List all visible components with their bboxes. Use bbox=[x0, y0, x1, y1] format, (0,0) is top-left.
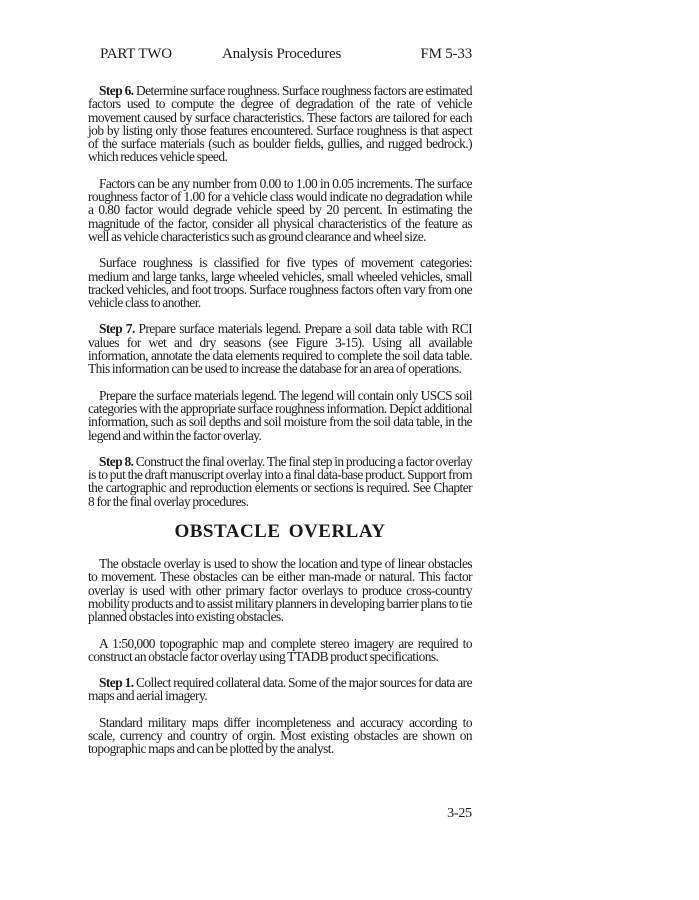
paragraph-map-requirement bbox=[88, 637, 472, 664]
paragraph-text: Factors can be any number from 0.00 to 1.00 in 0.05 increments. The surface roughness factor of 1.00 for a vehicle class would indicate no degradation while a 0.80 factor would degrade vehicle speed by 20 percent. In estimating the magnitude of the factor, consider all physical characteristics of the feature as well as vehicle characteristics such as ground clearance and wheel size. bbox=[88, 175, 472, 244]
step-label: Step 1. bbox=[99, 675, 134, 691]
paragraph-text: A 1:50,000 topographic map and complete stereo imagery are required to construct an obstacle factor overlay using TTADB product specifications. bbox=[88, 635, 472, 664]
paragraph-classification bbox=[88, 256, 472, 309]
paragraph-step-6 bbox=[88, 84, 472, 164]
step-label: Step 7. bbox=[99, 321, 135, 337]
paragraph-text: Standard military maps differ incompleteness and accuracy according to scale, currency and country of orgin. Most existing obstacles are shown on topographic maps and can be plotted by the analyst. bbox=[88, 714, 472, 757]
paragraph-text: Prepare the surface materials legend. The legend will contain only USCS soil categories with the appropriate surface roughness information. Depict additional information, such as soil depths and soil moisture from the soil data table, in the legend and within the factor overlay. bbox=[88, 387, 472, 443]
paragraph-military-maps bbox=[88, 716, 472, 756]
paragraph-text: Prepare surface materials legend. Prepare a soil data table with RCI values for wet and dry seasons (see Figure 3-15). Using all available information, annotate the data elements required to complete the soil data table. This information can be used to increase the database for an area of operations. bbox=[88, 321, 472, 377]
body-text bbox=[88, 84, 472, 769]
paragraph-factors bbox=[88, 177, 472, 243]
step-label: Step 6. bbox=[99, 83, 134, 98]
page-number: 3-25 bbox=[447, 806, 472, 821]
paragraph-text: Construct the final overlay. The final step in producing a factor overlay is to put the draft manuscript overlay into a final data-base product. Support from the cartographic and reproduction elements or sections is required. See Chapter 8 for the final overlay procedures. bbox=[88, 453, 472, 509]
paragraph-obstacle-intro bbox=[88, 557, 472, 623]
paragraph-text: Collect required collateral data. Some of the major sources for data are maps and aerial imagery. bbox=[88, 675, 472, 704]
header-part: PART TWO bbox=[100, 46, 172, 62]
paragraph-step-7 bbox=[88, 322, 472, 375]
header-section: Analysis Procedures bbox=[222, 46, 342, 62]
paragraph-text: Surface roughness is classified for five types of movement categories: medium and large tanks, large wheeled vehicles, small wheeled vehicles, small tracked vehicles, and foot troops. Surface roughness factors often vary from one vehicle class to another. bbox=[88, 255, 472, 311]
section-heading: OBSTACLE OVERLAY bbox=[174, 521, 386, 543]
running-header bbox=[100, 46, 472, 66]
paragraph-text: The obstacle overlay is used to show the location and type of linear obstacles to movement. These obstacles can be either man-made or natural. This factor overlay is used with other primary factor overlays to produce cross-country mobility products and to assist military planners in developing barrier plans to tie planned obstacles into existing obstacles. bbox=[88, 556, 472, 625]
paragraph-text: Determine surface roughness. Surface roughness factors are estimated factors used to compute the degree of degradation of the rate of vehicle movement caused by surface characteristics. These factors are tailored for each job by listing only those features encountered. Surface roughness is that aspect of the surface materials (such as boulder fields, gullies, and rugged bedrock.) which reduces vehicle speed. bbox=[88, 83, 472, 165]
header-manual-number: FM 5-33 bbox=[420, 46, 472, 62]
step-label: Step 8. bbox=[99, 453, 134, 469]
paragraph-step-8 bbox=[88, 455, 472, 508]
paragraph-step-1 bbox=[88, 676, 472, 703]
paragraph-legend bbox=[88, 389, 472, 442]
